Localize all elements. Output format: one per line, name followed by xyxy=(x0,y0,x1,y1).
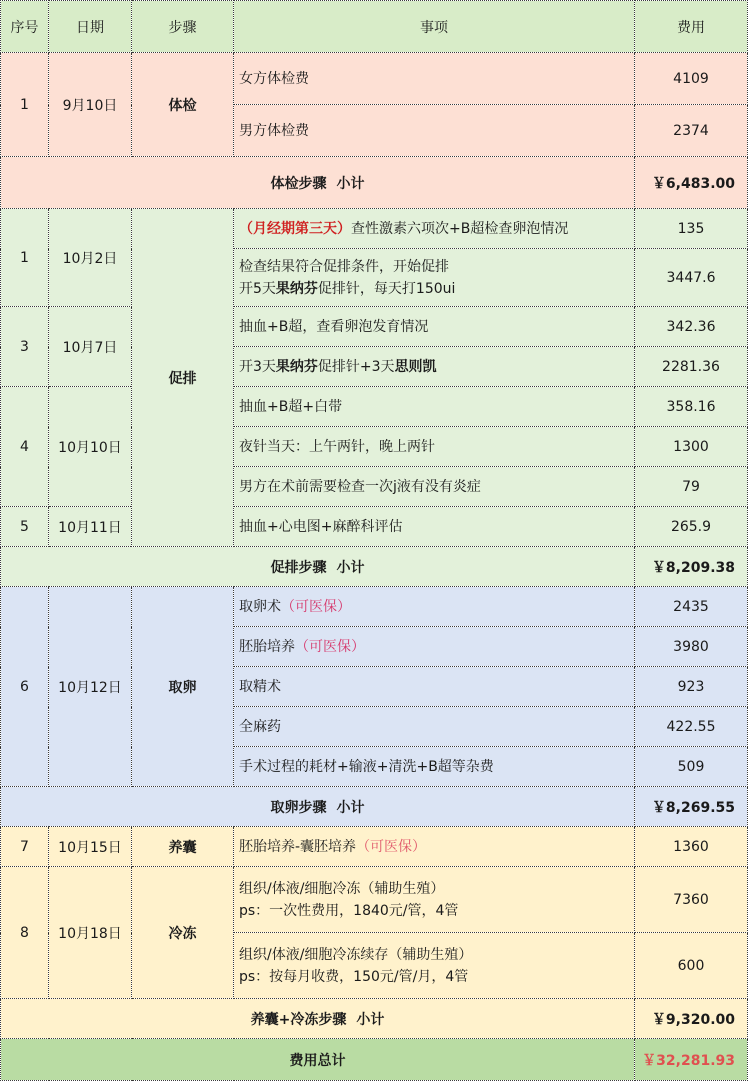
insurance-tag: （可医保） xyxy=(281,598,351,615)
header-cost: 费用 xyxy=(635,1,748,53)
cost-cell: 3447.6 xyxy=(635,249,748,307)
item-cell: 抽血+B超，查看卵泡发育情况 xyxy=(234,307,635,347)
cost-cell: 358.16 xyxy=(635,387,748,427)
row-no: 3 xyxy=(1,307,49,387)
cost-cell: 2374 xyxy=(635,105,748,157)
item-cell: （月经期第三天）查性激素六项次+B超检查卵泡情况 xyxy=(234,209,635,249)
row-no: 1 xyxy=(1,53,49,157)
cost-cell: 422.55 xyxy=(635,707,748,747)
step-name: 冷冻 xyxy=(132,867,234,999)
subtotal-label: 取卵步骤 小计 xyxy=(1,787,635,827)
item-cell: 全麻药 xyxy=(234,707,635,747)
total-label: 费用总计 xyxy=(1,1039,635,1081)
total-value: ￥32,281.93 xyxy=(635,1039,748,1081)
header-date: 日期 xyxy=(49,1,132,53)
item-cell: 夜针当天：上午两针，晚上两针 xyxy=(234,427,635,467)
row-date: 10月18日 xyxy=(49,867,132,999)
cost-cell: 79 xyxy=(635,467,748,507)
cost-cell: 923 xyxy=(635,667,748,707)
cost-cell: 7360 xyxy=(635,867,748,933)
subtotal-value: ￥8,209.38 xyxy=(635,547,748,587)
table-row xyxy=(1,507,748,547)
item-cell: 女方体检费 xyxy=(234,53,635,105)
subtotal-row xyxy=(1,999,748,1039)
row-no: 8 xyxy=(1,867,49,999)
insurance-tag: （可医保） xyxy=(295,638,365,655)
cost-cell: 1300 xyxy=(635,427,748,467)
table-row xyxy=(1,53,748,105)
row-no: 5 xyxy=(1,507,49,547)
item-cell: 组织/体液/细胞冷冻续存（辅助生殖） ps：按每月收费，150元/管/月，4管 xyxy=(234,933,635,999)
cost-cell: 3980 xyxy=(635,627,748,667)
item-cell: 胚胎培养-囊胚培养（可医保） xyxy=(234,827,635,867)
cost-cell: 135 xyxy=(635,209,748,249)
subtotal-value: ￥8,269.55 xyxy=(635,787,748,827)
insurance-tag: （可医保） xyxy=(356,838,427,855)
step-name: 体检 xyxy=(132,53,234,157)
cost-cell: 4109 xyxy=(635,53,748,105)
subtotal-row xyxy=(1,157,748,209)
subtotal-value: ￥9,320.00 xyxy=(635,999,748,1039)
item-cell: 胚胎培养（可医保） xyxy=(234,627,635,667)
item-cell: 检查结果符合促排条件，开始促排 开5天果纳芬促排针，每天打150ui xyxy=(234,249,635,307)
subtotal-label: 养囊+冷冻步骤 小计 xyxy=(1,999,635,1039)
item-cell: 抽血+B超+白带 xyxy=(234,387,635,427)
step-name: 养囊 xyxy=(132,827,234,867)
row-date: 10月12日 xyxy=(49,587,132,787)
row-date: 10月7日 xyxy=(49,307,132,387)
table-row xyxy=(1,209,748,249)
table-row xyxy=(1,827,748,867)
subtotal-value: ￥6,483.00 xyxy=(635,157,748,209)
subtotal-row xyxy=(1,787,748,827)
step-name: 取卵 xyxy=(132,587,234,787)
row-date: 10月10日 xyxy=(49,387,132,507)
table-row xyxy=(1,587,748,627)
item-cell: 男方在术前需要检查一次j液有没有炎症 xyxy=(234,467,635,507)
row-date: 10月15日 xyxy=(49,827,132,867)
header-step: 步骤 xyxy=(132,1,234,53)
row-date: 10月11日 xyxy=(49,507,132,547)
header-row xyxy=(1,1,748,53)
subtotal-label: 体检步骤 小计 xyxy=(1,157,635,209)
period-tag: （月经期第三天） xyxy=(239,220,351,237)
cost-cell: 2281.36 xyxy=(635,347,748,387)
row-no: 1 xyxy=(1,209,49,307)
subtotal-label: 促排步骤 小计 xyxy=(1,547,635,587)
row-no: 4 xyxy=(1,387,49,507)
item-cell: 男方体检费 xyxy=(234,105,635,157)
cost-cell: 265.9 xyxy=(635,507,748,547)
row-no: 6 xyxy=(1,587,49,787)
cost-cell: 342.36 xyxy=(635,307,748,347)
cost-cell: 509 xyxy=(635,747,748,787)
table-row xyxy=(1,387,748,427)
table-row xyxy=(1,307,748,347)
header-item: 事项 xyxy=(234,1,635,53)
item-cell: 组织/体液/细胞冷冻（辅助生殖） ps：一次性费用，1840元/管，4管 xyxy=(234,867,635,933)
step-name: 促排 xyxy=(132,209,234,547)
item-cell: 抽血+心电图+麻醉科评估 xyxy=(234,507,635,547)
item-cell: 手术过程的耗材+输液+清洗+B超等杂费 xyxy=(234,747,635,787)
cost-cell: 1360 xyxy=(635,827,748,867)
item-cell: 取精术 xyxy=(234,667,635,707)
subtotal-row xyxy=(1,547,748,587)
row-date: 9月10日 xyxy=(49,53,132,157)
table-row xyxy=(1,867,748,933)
item-cell: 取卵术（可医保） xyxy=(234,587,635,627)
total-row xyxy=(1,1039,748,1081)
header-no: 序号 xyxy=(1,1,49,53)
cost-cell: 2435 xyxy=(635,587,748,627)
row-date: 10月2日 xyxy=(49,209,132,307)
row-no: 7 xyxy=(1,827,49,867)
cost-cell: 600 xyxy=(635,933,748,999)
item-cell: 开3天果纳芬促排针+3天思则凯 xyxy=(234,347,635,387)
